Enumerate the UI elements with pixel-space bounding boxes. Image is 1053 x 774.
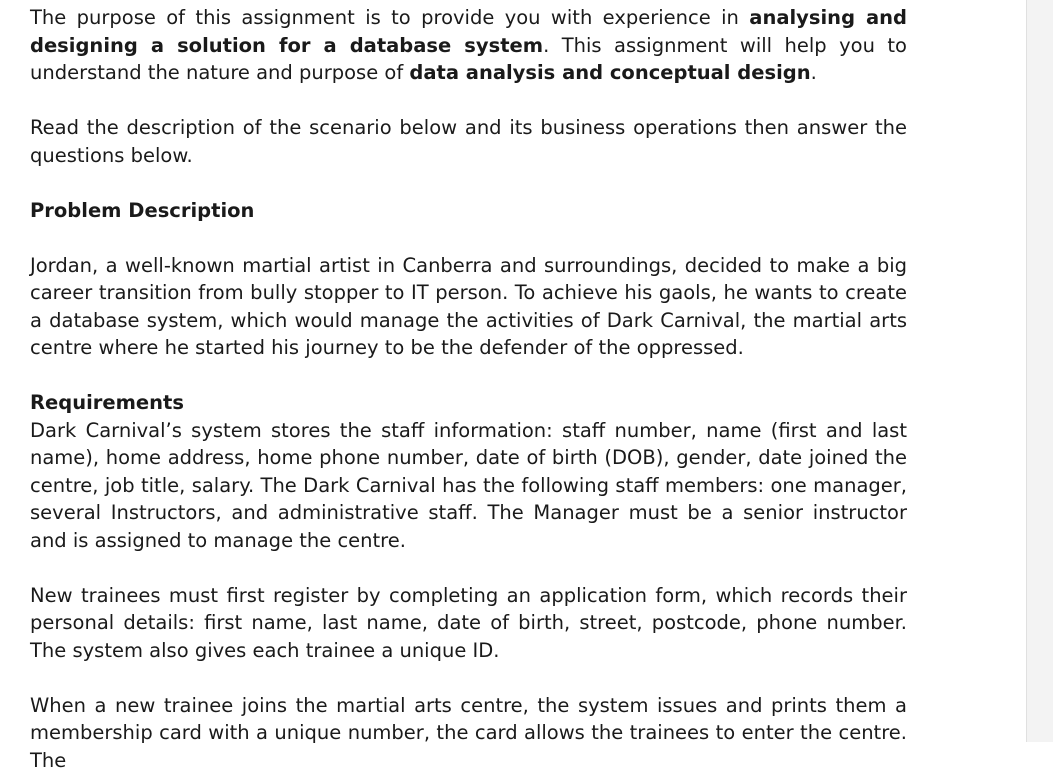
document-body bbox=[30, 4, 907, 774]
problem-paragraph: Jordan, a well-known martial artist in Canberra and surroundings, decided to make a big career transition from bully stopper to IT person. To achieve his gaols, he wants to create a database system, which would manage the activities of Dark Carnival, the martial arts centre where he started his journey to be the defender of the oppressed. bbox=[30, 252, 907, 362]
read-paragraph: Read the description of the scenario below and its business operations then answer the questions below. bbox=[30, 114, 907, 169]
intro-paragraph bbox=[30, 4, 907, 87]
trainees-paragraph: New trainees must first register by completing an application form, which records their personal details: first name, last name, date of birth, street, postcode, phone number. The system also gives each trainee a unique ID. bbox=[30, 582, 907, 665]
intro-bold-1: analysing and designing a solution for a database system bbox=[30, 6, 907, 57]
membership-paragraph: When a new trainee joins the martial arts centre, the system issues and prints them a membership card with a unique number, the card allows the trainees to enter the centre. The bbox=[30, 692, 907, 774]
requirements-paragraph: Dark Carnival’s system stores the staff information: staff number, name (first and last name), home address, home phone number, date of birth (DOB), gender, date joined the centre, job title, salary. The Dark Carnival has the following staff members: one manager, several Instructors, and administrative staff. The Manager must be a senior instructor and is assigned to manage the centre. bbox=[30, 417, 907, 555]
scroll-gutter[interactable] bbox=[1026, 0, 1053, 742]
requirements-heading: Requirements bbox=[30, 389, 907, 417]
intro-bold-2: data analysis and conceptual design bbox=[409, 61, 810, 84]
intro-text-3: . bbox=[811, 61, 817, 84]
problem-description-heading: Problem Description bbox=[30, 197, 907, 225]
intro-text-2: . This assignment will help you to understand the nature and purpose of bbox=[30, 34, 907, 85]
intro-text-1: The purpose of this assignment is to provide you with experience in bbox=[30, 6, 749, 29]
